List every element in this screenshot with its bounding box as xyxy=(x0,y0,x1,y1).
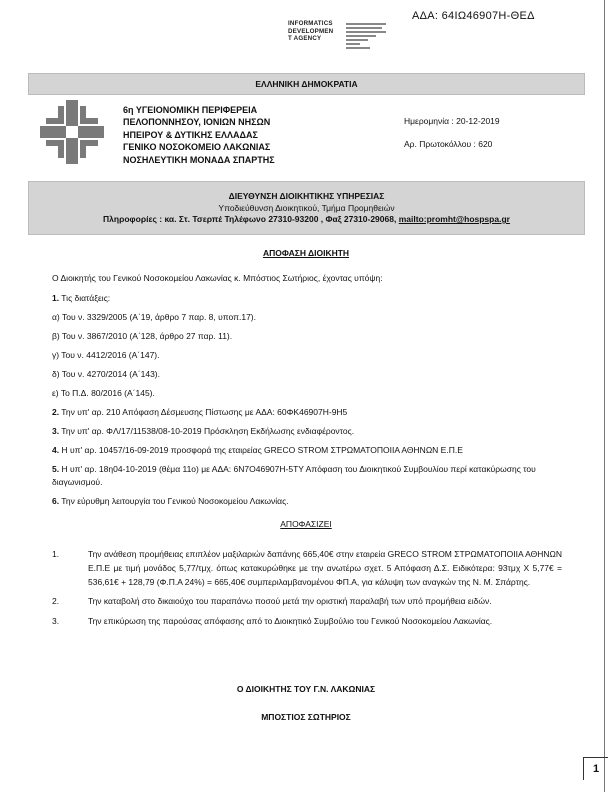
page-edge-rule xyxy=(604,0,605,792)
org-line: ΗΠΕΙΡΟΥ & ΔΥΤΙΚΗΣ ΕΛΛΑΔΑΣ xyxy=(123,129,258,140)
org-line: ΓΕΝΙΚΟ ΝΟΣΟΚΟΜΕΙΟ ΛΑΚΩΝΙΑΣ xyxy=(123,142,271,153)
page-number: 1 xyxy=(583,757,608,780)
contact-info: Πληροφορίες : κα. Στ. Τσερπέ Τηλέφωνο 27310-93200 , Φαξ 27310-29068, xyxy=(103,214,399,224)
decision-item: 2. Την καταβολή στο δικαιούχο του παραπάνω ποσού μετά την οριστική παραλαβή των υπό προμήθεια ειδών. xyxy=(52,596,492,607)
consideration-item: 4. Η υπ' αρ. 10457/16-09-2019 προσφορά της εταιρείας GRECO STROM ΣΤΡΩΜΑΤΟΠΟΙΙΑ ΑΘΗΝΩΝ Ε.Π.Ε xyxy=(52,445,463,455)
agency-name xyxy=(288,20,333,43)
protocol-number: Αρ. Πρωτοκόλλου : 620 xyxy=(404,139,493,149)
consideration-item: ε) Το Π.Δ. 80/2016 (Α΄145). xyxy=(52,388,155,398)
admin-directorate: ΔΙΕΥΘΥΝΣΗ ΔΙΟΙΚΗΤΙΚΗΣ ΥΠΗΡΕΣΙΑΣ xyxy=(228,191,385,201)
decides-heading: ΑΠΟΦΑΣΙΖΕΙ xyxy=(280,519,332,529)
admin-department: Υποδιεύθυνση Διοικητικού, Τμήμα Προμηθειών xyxy=(218,202,395,213)
agency-line: INFORMATICS xyxy=(288,20,333,27)
consideration-item: 6. Την εύρυθμη λειτουργία του Γενικού Νοσοκομείου Λακωνίας. xyxy=(52,496,289,506)
signature-role: Ο ΔΙΟΙΚΗΤΗΣ ΤΟΥ Γ.Ν. ΛΑΚΩΝΙΑΣ xyxy=(236,684,376,694)
admin-contact xyxy=(29,214,584,226)
org-line: 6η ΥΓΕΙΟΝΟΜΙΚΗ ΠΕΡΙΦΕΡΕΙΑ xyxy=(123,105,258,115)
administration-banner xyxy=(28,181,585,235)
agency-small-print xyxy=(346,21,386,51)
considerations-list xyxy=(52,292,572,514)
consideration-item: 2. Την υπ' αρ. 210 Απόφαση Δέσμευσης Πίστωσης με ΑΔΑ: 60ΦΚ46907Η-9Η5 xyxy=(52,407,348,417)
decision-title: ΑΠΟΦΑΣΗ ΔΙΟΙΚΗΤΗ xyxy=(262,248,350,258)
agency-logo xyxy=(288,20,398,62)
consideration-item: 5. Η υπ' αρ. 18η04-10-2019 (θέμα 11ο) με ΑΔΑ: 6Ν7Ο46907Η-5ΤΥ Απόφαση του Διοικητικού Συμβουλίου περί κατακύρωσης του διαγωνισμού. xyxy=(52,464,536,487)
agency-line: T AGENCY xyxy=(288,35,322,43)
consideration-item: 1. Τις διατάξεις: xyxy=(52,293,111,303)
consideration-item: 3. Την υπ' αρ. ΦΛ/17/11538/08-10-2019 Πρόσκληση Εκδήλωσης ενδιαφέροντος. xyxy=(52,426,355,436)
consideration-item: γ) Του ν. 4412/2016 (Α΄147). xyxy=(52,350,160,360)
agency-line: DEVELOPMEN xyxy=(288,27,334,35)
consideration-item: β) Του ν. 3867/2010 (Α΄128, άρθρο 27 παρ. 11). xyxy=(52,331,233,341)
decision-items xyxy=(52,548,562,635)
republic-banner: ΕΛΛΗΝΙΚΗ ΔΗΜΟΚΡΑΤΙΑ xyxy=(28,73,585,95)
ada-code: ΑΔΑ: 64ΙΩ46907Η-ΘΕΔ xyxy=(412,10,535,22)
document-date: Ημερομηνία : 20-12-2019 xyxy=(404,116,500,126)
email-link[interactable]: mailto:promht@hospspa.gr xyxy=(398,214,510,224)
hospital-cross-logo xyxy=(40,100,104,164)
consideration-item: δ) Του ν. 4270/2014 (Α΄143). xyxy=(52,369,160,379)
intro-paragraph: Ο Διοικητής του Γενικού Νοσοκομείου Λακωνίας κ. Μπόστιος Σωτήριος, έχοντας υπόψη: xyxy=(52,273,383,283)
org-line: ΠΕΛΟΠΟΝΝΗΣΟΥ, ΙΟΝΙΩΝ ΝΗΣΩΝ xyxy=(123,117,271,128)
decision-item: 3. Την επικύρωση της παρούσας απόφασης από το Διοικητικό Συμβούλιο του Γενικού Νοσοκομείου Λακωνίας. xyxy=(52,616,493,627)
consideration-item: α) Του ν. 3329/2005 (Α΄19, άρθρο 7 παρ. 8, υποπ.17). xyxy=(52,312,256,322)
signature-name: ΜΠΟΣΤΙΟΣ ΣΩΤΗΡΙΟΣ xyxy=(261,712,351,722)
org-line: ΝΟΣΗΛΕΥΤΙΚΗ ΜΟΝΑΔΑ ΣΠΑΡΤΗΣ xyxy=(123,154,275,165)
organization-block xyxy=(123,104,275,166)
decision-item: 1. Την ανάθεση προμήθειας επιπλέον μαξιλαριών δαπάνης 665,40€ στην εταιρεία GRECO STROM ΣΤΡΩΜΑΤΟΠΟΙΙΑ ΑΘΗΝΩΝ Ε.Π.Ε με τιμή μονάδος 5,77/τμχ. όπως κατακυρώθηκε με την ανωτέρω σχετ. 5 Απόφαση Δ.Σ. Ειδικότερα: 93τμχ Χ 5,77€ = 536,61€ + 128,79 (Φ.Π.Α 24%) = 665,40€ συμπεριλαμβανομένου ΦΠ.Α, για κάλυψη των αναγκών της Ν. Μ. Σπάρτης. xyxy=(52,549,562,587)
document-meta xyxy=(404,110,500,156)
